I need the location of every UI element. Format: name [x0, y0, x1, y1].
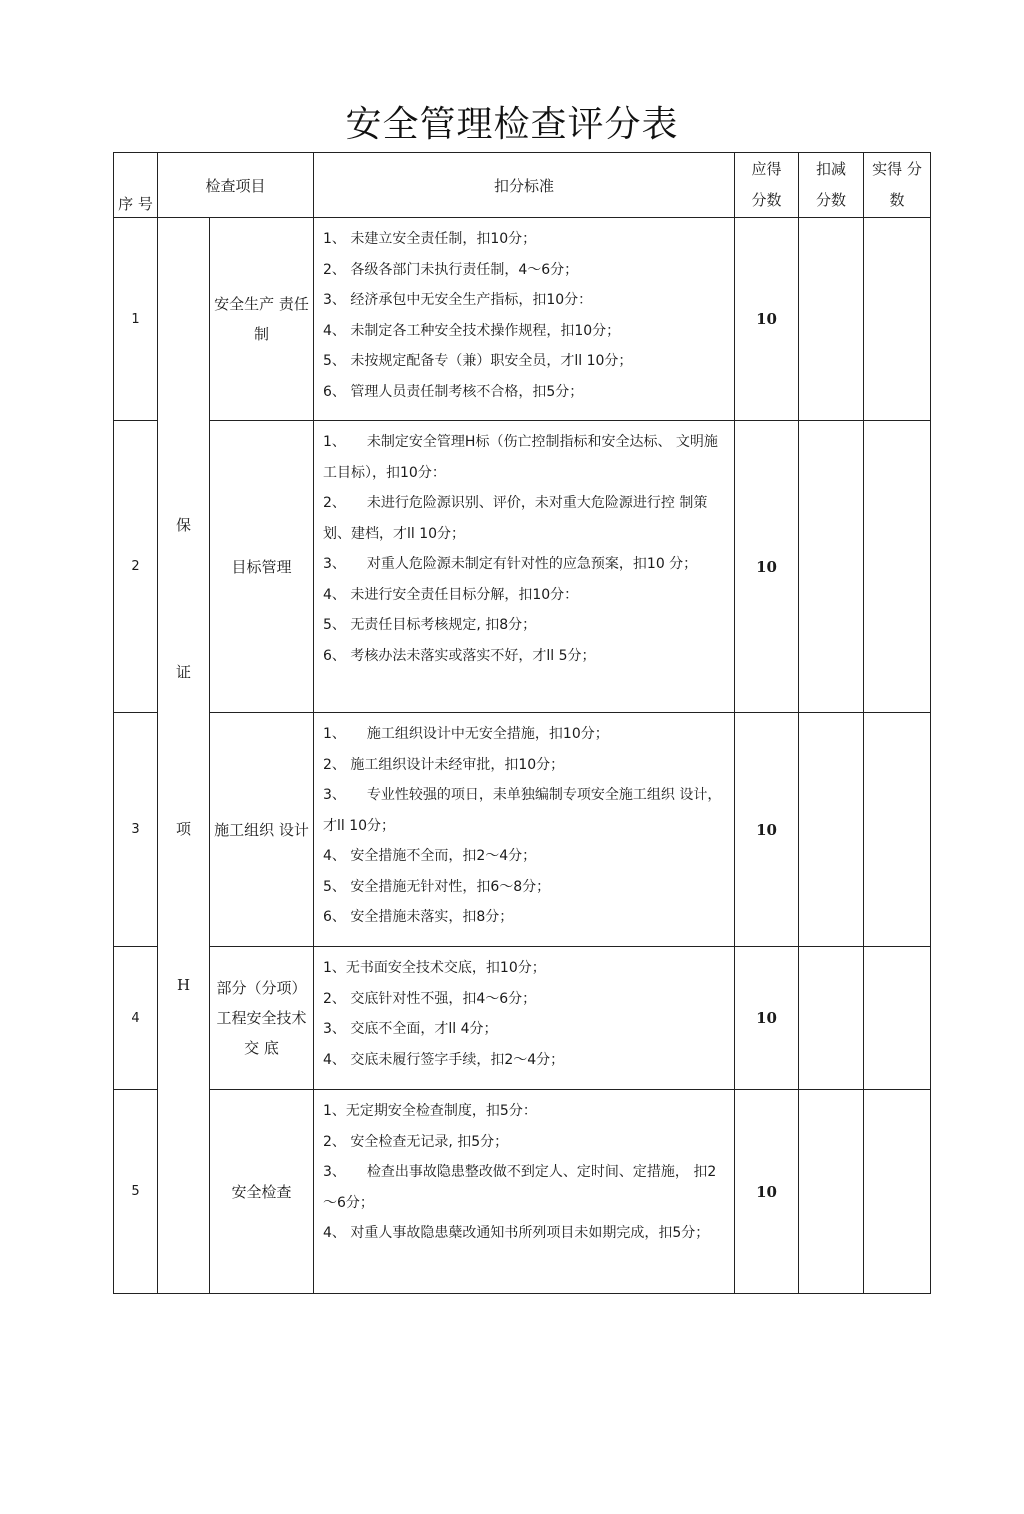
row-seq: 2 [114, 421, 158, 713]
header-item: 检查项目 [158, 153, 314, 218]
standard-line: 2、 未进行危险源识别、评价，未对重大危险源进行控 制策划、建档，才ll 10分； [323, 495, 708, 542]
row-due-score: 10 [735, 713, 799, 947]
row-deduct-score[interactable] [799, 713, 864, 947]
header-actual-score [864, 153, 931, 218]
page-title: 安全管理检查评分表 [345, 104, 679, 145]
standard-line: 4、 安全措施不全而，扣2～4分； [323, 848, 537, 864]
standard-line: 1、 施工组织设计中无安全措施，扣10分； [323, 726, 609, 742]
header-seq: 序 号 [114, 153, 158, 218]
standard-line: 1、 未制定安全管理H标（伤亡控制指标和安全达标、 文明施工目标），扣10分： [323, 434, 718, 481]
standard-line: 6、 考核办法未落实或落实不好，才ll 5分； [323, 647, 596, 664]
standard-line: 4、 对重人事故隐患蘖改通知书所列项目未如期完成，扣5分； [323, 1225, 710, 1241]
category-char: H [176, 976, 191, 994]
header-actual-line1: 实得 分 [872, 160, 922, 178]
row-actual-score[interactable] [864, 713, 931, 947]
standard-line: 3、 专业性较强的项日，耒单独编制专项安全施工组织 设计，才ll 10分； [323, 787, 722, 834]
row-due-score: 10 [735, 1090, 799, 1294]
standard-line: 4、 交底未履行签字手续，扣2～4分； [323, 1051, 565, 1068]
table-row [114, 421, 931, 713]
row-standards [314, 218, 735, 421]
row-item: 部分（分项）工程安全技术交 底 [210, 947, 314, 1090]
header-due-score [735, 153, 799, 218]
row-seq: 5 [114, 1090, 158, 1294]
category-char: 证 [175, 663, 191, 681]
row-deduct-score[interactable] [799, 421, 864, 713]
inspection-score-table [113, 152, 931, 1294]
header-due-line2: 分数 [751, 191, 782, 209]
standard-line: 3、 经济承包中无安全生产指标，扣10分： [323, 292, 593, 308]
standard-line: 3、 交底不全面，才ll 4分； [323, 1021, 498, 1037]
standard-line: 1、 未建立安全责任制，扣10分； [323, 231, 537, 247]
standard-line: 5、 无责任目标考核规定, 扣8分； [323, 617, 537, 633]
row-actual-score[interactable] [864, 218, 931, 421]
row-deduct-score[interactable] [799, 1090, 864, 1294]
row-due-score: 10 [735, 421, 799, 713]
row-deduct-score[interactable] [799, 218, 864, 421]
standard-line: 3、 对重人危险源未制定有针对性的应急预案，扣10 分； [323, 556, 698, 572]
row-deduct-score[interactable] [799, 947, 864, 1090]
row-due-score: 10 [735, 947, 799, 1090]
header-due-line1: 应得 [751, 160, 782, 178]
header-row [114, 153, 931, 218]
table-row [114, 1090, 931, 1294]
header-deduct-score [799, 153, 864, 218]
row-standards [314, 947, 735, 1090]
row-seq: 4 [114, 947, 158, 1090]
standard-line: 4、 未进行安全责任目标分解，扣10分： [323, 586, 579, 603]
table-row [114, 218, 931, 421]
row-standards [314, 713, 735, 947]
category-char: 项 [175, 820, 191, 838]
header-standard: 扣分标准 [314, 153, 735, 218]
row-item: 施工组织 设计 [210, 713, 314, 947]
row-actual-score[interactable] [864, 947, 931, 1090]
standard-line: 2、 安全检查无记录, 扣5分； [323, 1133, 509, 1150]
standard-line: 2、 施工组织设计未经审批，扣10分； [323, 756, 565, 773]
header-deduct-line1: 扣减 [816, 160, 847, 178]
standard-line: 6、 管理人员责任制考核不合格，扣5分； [323, 383, 584, 400]
standard-line: 2、 各级各部门未执行责任制，4～6分； [323, 261, 579, 278]
standard-line: 5、 未按规定配备专（兼）职安全员，才ll 10分； [323, 353, 633, 369]
standard-line: 1、无书面安全技术交底，扣10分； [323, 960, 546, 976]
row-actual-score[interactable] [864, 1090, 931, 1294]
row-due-score: 10 [735, 218, 799, 421]
standard-line: 2、 交底针对性不强，扣4～6分； [323, 990, 537, 1007]
row-standards [314, 421, 735, 713]
row-seq: 3 [114, 713, 158, 947]
table-row [114, 947, 931, 1090]
row-item: 安全检查 [210, 1090, 314, 1294]
row-item: 目标管理 [210, 421, 314, 713]
category-char: 保 [175, 516, 191, 534]
standard-line: 6、 安全措施未落实，扣8分； [323, 909, 514, 925]
row-standards [314, 1090, 735, 1294]
header-actual-line2: 数 [889, 191, 905, 209]
standard-line: 3、 检查出事故隐患整改做不到定人、定时间、定措施， 扣2～6分； [323, 1164, 717, 1211]
standard-line: 4、 未制定各工种安全技术操作规程，扣10分； [323, 322, 621, 339]
category-cell [158, 218, 210, 1294]
standard-line: 1、无定期安全检查制度，扣5分： [323, 1103, 537, 1119]
standard-line: 5、 安全措施无针对性，扣6～8分； [323, 878, 551, 895]
row-item: 安全生产 责任制 [210, 218, 314, 421]
header-deduct-line2: 分数 [816, 191, 847, 209]
row-seq: 1 [114, 218, 158, 421]
table-row [114, 713, 931, 947]
row-actual-score[interactable] [864, 421, 931, 713]
